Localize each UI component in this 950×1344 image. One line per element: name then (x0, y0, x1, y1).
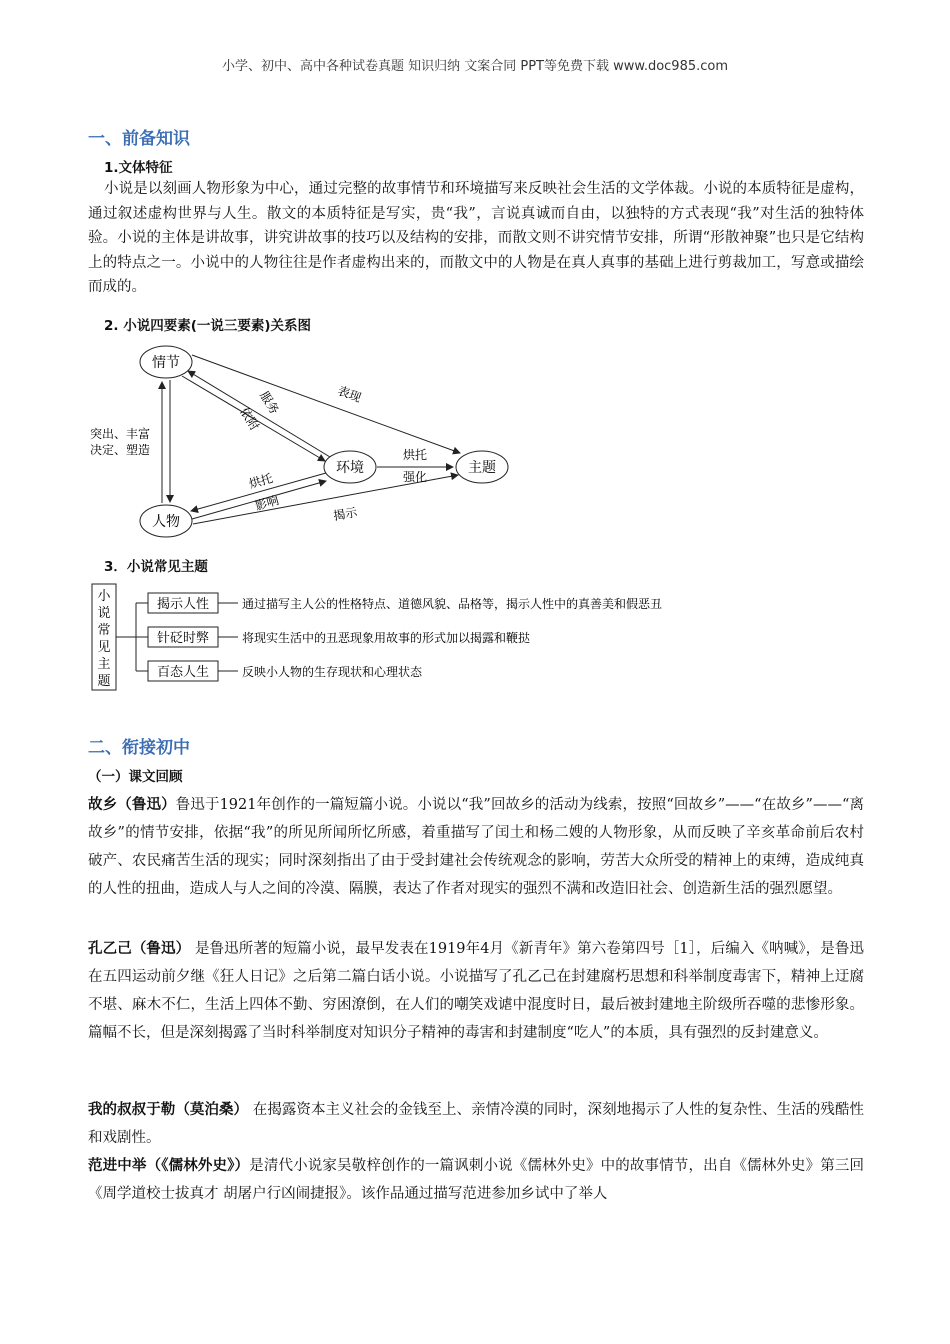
themes-bracket-char-6: 题 (97, 674, 111, 689)
common-themes-diagram (88, 580, 768, 695)
entry-uncle-jules-text: 在揭露资本主义社会的金钱至上、亲情冷漠的同时，深刻地揭示了人性的复杂性、生活的残酷性和戏剧性。 (88, 1102, 865, 1146)
subtitle-four-elements: 2. 小说四要素(一说三要素)关系图 (104, 318, 312, 334)
label-left-2: 决定、塑造 (89, 443, 151, 457)
entry-guxiang-text: 鲁迅于1921年创作的一篇短篇小说。小说以“我”回故乡的活动为线索，按照“回故乡”——“在故乡”——“离故乡”的情节安排，依据“我”的所见所闻所忆所感，着重描写了闰土和杨二嫂的人物形象，从而反映了辛亥革命前后农村破产、农民痛苦生活的现实；同时深刻指出了由于受封建社会传统观念的影响，劳苦大众所受的精神上的束缚，造成纯真的人性的扭曲，造成人与人之间的冷漠、隔膜，表达了作者对现实的强烈不满和改造旧社会、创造新生活的强烈愿望。 (88, 797, 864, 897)
node-character-label: 人物 (152, 514, 180, 530)
subtitle-text-review: （一）课文回顾 (88, 769, 183, 785)
entry-fanjin (88, 1152, 864, 1208)
themes-bracket-char-4: 见 (97, 640, 111, 655)
subtitle-common-themes: 3．小说常见主题 (104, 559, 208, 575)
themes-bracket-char-5: 主 (97, 657, 111, 672)
theme-name-3: 百态人生 (156, 665, 210, 680)
theme-desc-1: 通过描写主人公的性格特点、道德风貌、品格等，揭示人性中的真善美和假恶丑 (242, 597, 663, 611)
label-yingxiang: 影响 (253, 493, 281, 514)
entry-uncle-jules-title: 我的叔叔于勒（莫泊桑） (88, 1102, 249, 1118)
themes-bracket-char-2: 说 (97, 606, 111, 621)
paragraph-genre-features: 小说是以刻画人物形象为中心，通过完整的故事情节和环境描写来反映社会生活的文学体裁。小说的本质特征是虚构，通过叙述虚构世界与人生。散文的本质特征是写实，贵“我”，言说真诚而自由，以独特的方式表现“我”对生活的独特体验。小说的主体是讲故事，讲究讲故事的技巧以及结构的安排，而散文则不讲究情节安排，所谓“形散神聚”也只是它结构上的特点之一。小说中的人物往往是作者虚构出来的，而散文中的人物是在真人真事的基础上进行剪裁加工，写意或描绘而成的。 (88, 181, 864, 295)
entry-kongyiji (88, 935, 864, 1047)
theme-name-1: 揭示人性 (156, 597, 210, 612)
label-fuwu: 服务 (257, 388, 282, 417)
entry-kongyiji-text: 是鲁迅所著的短篇小说，最早发表在1919年4月《新青年》第六卷第四号［1］，后编入《呐喊》，是鲁迅在五四运动前夕继《狂人日记》之后第二篇白话小说。小说描写了孔乙己在封建腐朽思想和科举制度毒害下，精神上迂腐不堪、麻木不仁，生活上四体不勤、穷困潦倒，在人们的嘲笑戏谑中混度时日，最后被封建地主阶级所吞噬的悲惨形象。篇幅不长，但是深刻揭露了当时科举制度对知识分子精神的毒害和封建制度“吃人”的本质，具有强烈的反封建意义。 (88, 941, 864, 1041)
label-hongtuo: 烘托 (247, 471, 275, 492)
section-title-junior: 二、衔接初中 (88, 738, 190, 758)
node-plot-label: 情节 (152, 355, 180, 371)
entry-kongyiji-title: 孔乙己（鲁迅） (88, 941, 191, 957)
label-left-1: 突出、丰富 (89, 427, 151, 441)
entry-guxiang (88, 791, 864, 903)
subtitle-genre-features: 1.文体特征 (104, 160, 173, 176)
four-elements-diagram (80, 335, 540, 545)
label-qianghua: 强化 (402, 470, 428, 484)
label-hongtuo-theme: 烘托 (402, 448, 428, 462)
section-title-prep: 一、前备知识 (88, 129, 190, 149)
entry-fanjin-title: 范进中举（《儒林外史》） (88, 1158, 250, 1174)
label-yifu: 依附 (237, 404, 262, 433)
label-jieshi: 揭示 (332, 505, 359, 524)
node-theme-label: 主题 (468, 460, 496, 476)
entry-uncle-jules (88, 1096, 864, 1152)
node-environment-label: 环境 (336, 460, 364, 476)
theme-desc-2: 将现实生活中的丑恶现象用故事的形式加以揭露和鞭挞 (242, 631, 531, 645)
arrow-env-plot (188, 371, 330, 457)
entry-guxiang-title: 故乡（鲁迅） (88, 797, 176, 813)
themes-bracket-char-1: 小 (97, 589, 111, 604)
page-header: 小学、初中、高中各种试卷真题 知识归纳 文案合同 PPT等免费下载 www.doc985.com (221, 59, 729, 74)
entry-fanjin-text: 是清代小说家吴敬梓创作的一篇讽刺小说《儒林外史》中的故事情节，出自《儒林外史》第三回《周学道校士拔真才 胡屠户行凶闹捷报》。该作品通过描写范进参加乡试中了举人 (88, 1158, 865, 1202)
theme-desc-3: 反映小人物的生存现状和心理状态 (242, 665, 423, 679)
label-biaoxian: 表现 (335, 383, 364, 405)
themes-bracket-char-3: 常 (97, 623, 111, 638)
arrow-plot-theme (192, 355, 460, 453)
theme-name-2: 针砭时弊 (156, 631, 210, 646)
